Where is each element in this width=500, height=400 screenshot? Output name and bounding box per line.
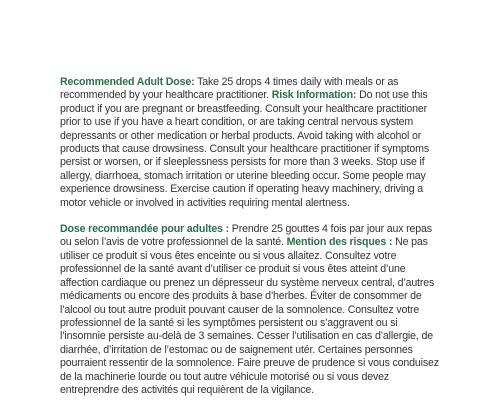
french-risk-text: Ne pas utiliser ce produit si vous êtes enceinte ou si vous allaitez. Consultez votre professionnel de la santé avant d’utiliser ce produit si vous êtes atteint d’une affection cardiaque ou prenez un dépresseur du système nerveux central, d’autres médicaments ou encore des produits à base d’herbes. Éviter de consommer de l’alcool ou tout autre produit pouvant causer de la somnolence. Consultez votre professionnel de la santé si les symptômes persistent ou s’aggravent ou si l’insomnie persiste au-delà de 3 semaines. Cesser l’utilisation en cas d’allergie, de diarrhée, d’irritation de l’estomac ou de saignement utér. Certaines personnes pourraient ressentir de la somnolence. Faire preuve de prudence si vous conduisez de la machinerie lourde ou tout autre véhicule motorisé ou si vous devez entreprendre des activités qui requièrent de la vigilance. [60,236,439,396]
product-label-panel [60,76,444,397]
english-paragraph [60,76,444,210]
english-dose-heading: Recommended Adult Dose: [60,76,195,88]
french-dose-heading: Dose recommandée pour adultes : [60,223,230,236]
french-risk-heading: Mention des risques : [286,236,393,249]
english-dose-text: Take 25 drops 4 times daily with meals or as recommended by your healthcare practitioner. [60,76,399,102]
french-paragraph [60,223,444,397]
english-risk-heading: Risk Information: [271,89,357,102]
english-risk-text: Do not use this product if you are pregnant or breastfeeding. Consult your healthcare practitioner prior to use if you have a heart condition, or are taking central nervous system depressants or other medication or herbal products. Avoid taking with alcohol or products that cause drowsiness. Consult your healthcare practitioner if symptoms persist or worsen, or if sleeplessness persists for more than 3 weeks. Stop use if allergy, diarrhoea, stomach irritation or uterine bleeding occur. Some people may experience drowsiness. Exercise caution if operating heavy machinery, driving a motor vehicle or involved in activities requiring mental alertness. [60,89,429,209]
french-dose-text: Prendre 25 gouttes 4 fois par jour aux repas ou selon l’avis de votre professionnel de la santé. [60,223,432,249]
